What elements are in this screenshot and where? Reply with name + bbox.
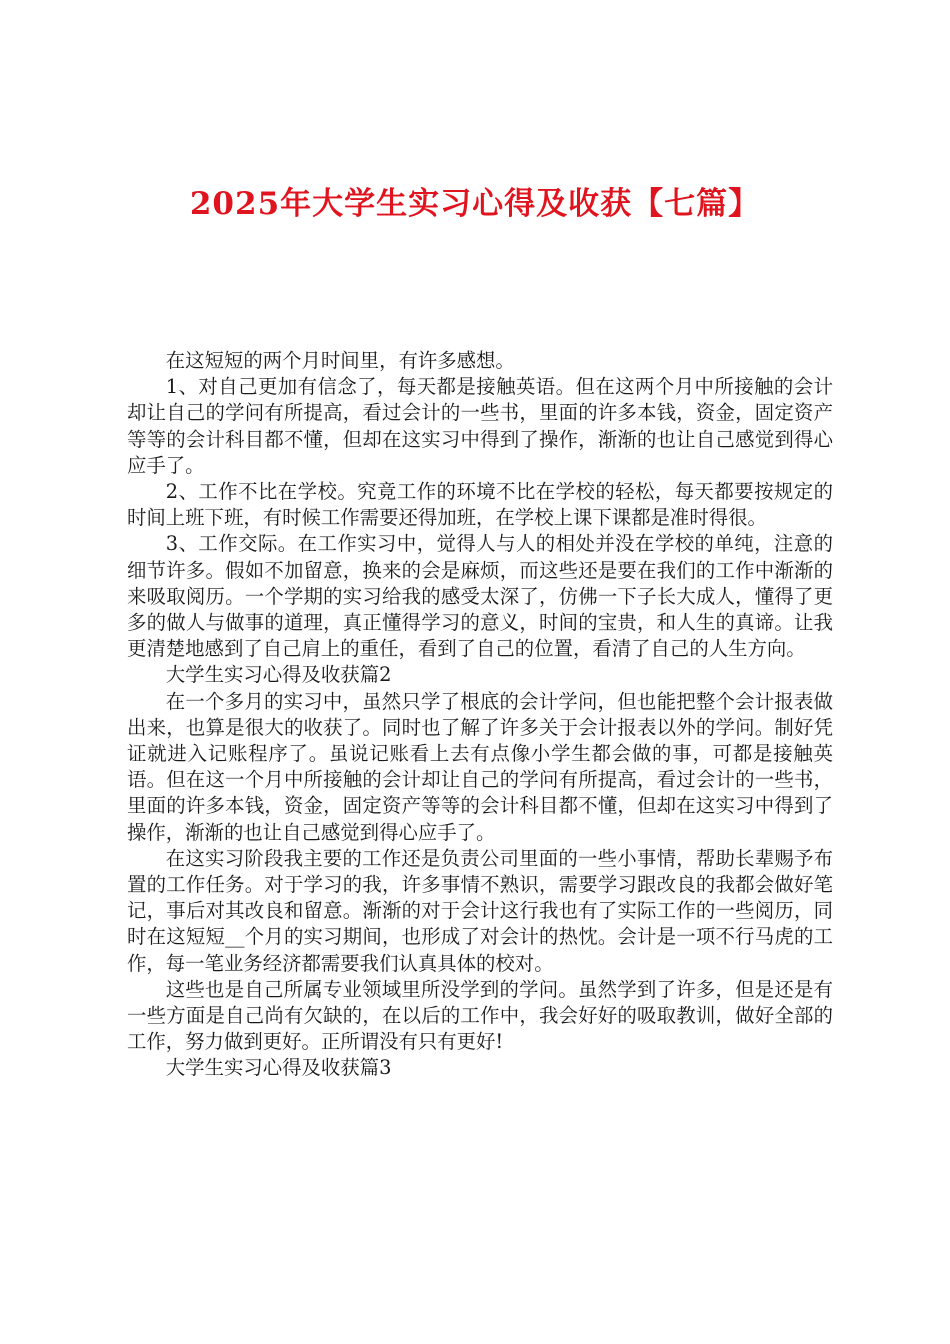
document-title: 2025年大学生实习心得及收获【七篇】: [189, 186, 761, 222]
document-body: [127, 348, 833, 1082]
paragraph-point-2: 2、工作不比在学校。究竟工作的环境不比在学校的轻松，每天都要按规定的时间上班下班，有时候工作需要还得加班，在学校上课下课都是准时得很。: [127, 480, 833, 530]
paragraph-section2-3: 这些也是自己所属专业领域里所没学到的学问。虽然学到了许多，但是还是有一些方面是自己尚有欠缺的，在以后的工作中，我会好好的吸取教训，做好全部的工作，努力做到更好。正所谓没有只有更好!: [127, 977, 833, 1054]
section-heading-2: 大学生实习心得及收获篇2: [165, 663, 392, 687]
paragraph-section2-2: 在这实习阶段我主要的工作还是负责公司里面的一些小事情，帮助长辈赐予布置的工作任务。对于学习的我，许多事情不熟识，需要学习跟改良的我都会做好笔记，事后对其改良和留意。渐渐的对于会计这行我也有了实际工作的一些阅历，同时在这短短__个月的实习期间，也形成了对会计的热忱。会计是一项不行马虎的工作，每一笔业务经济都需要我们认真具体的校对。: [127, 846, 833, 975]
paragraph-section2-1: 在一个多月的实习中，虽然只学了根底的会计学问，但也能把整个会计报表做出来，也算是很大的收获了。同时也了解了许多关于会计报表以外的学问。制好凭证就进入记账程序了。虽说记账看上去有点像小学生都会做的事，可都是接触英语。但在这一个月中所接触的会计却让自己的学问有所提高，看过会计的一些书，里面的许多本钱，资金，固定资产等等的会计科目都不懂，但却在这实习中得到了操作，渐渐的也让自己感觉到得心应手了。: [127, 689, 833, 844]
paragraph-intro: 在这短短的两个月时间里，有许多感想。: [165, 349, 515, 372]
paragraph-point-3: 3、工作交际。在工作实习中，觉得人与人的相处并没在学校的单纯，注意的细节许多。假如不加留意，换来的会是麻烦，而这些还是要在我们的工作中渐渐的来吸取阅历。一个学期的实习给我的感受太深了，仿佛一下子长大成人，懂得了更多的做人与做事的道理，真正懂得学习的意义，时间的宝贵，和人生的真谛。让我更清楚地感到了自己肩上的重任，看到了自己的位置，看清了自己的人生方向。: [127, 532, 833, 661]
section-heading-3: 大学生实习心得及收获篇3: [165, 1056, 392, 1080]
paragraph-point-1: 1、对自己更加有信念了，每天都是接触英语。但在这两个月中所接触的会计却让自己的学问有所提高，看过会计的一些书，里面的许多本钱，资金，固定资产等等的会计科目都不懂，但却在这实习中得到了操作，渐渐的也让自己感觉到得心应手了。: [127, 375, 833, 477]
